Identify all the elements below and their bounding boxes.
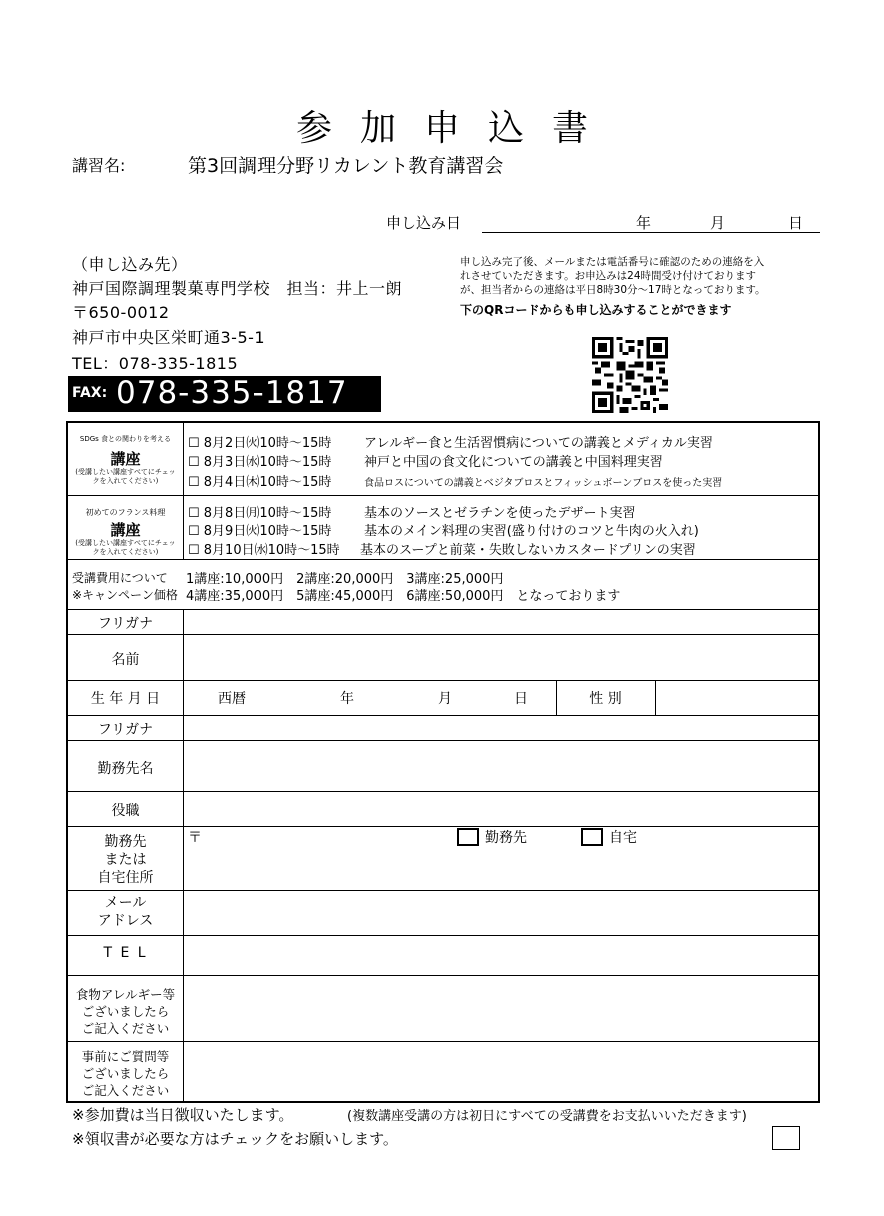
receipt-checkbox[interactable] xyxy=(772,1126,800,1150)
course2-label: 講座 xyxy=(110,521,141,539)
apply-date-day: 日 xyxy=(788,214,804,232)
footer-fee-note: ※参加費は当日徴収いたします。 xyxy=(72,1106,294,1124)
apply-date-month: 月 xyxy=(710,214,726,232)
apply-date-year: 年 xyxy=(636,214,652,232)
course1-desc-3: 食品ロスについての講義とベジタブロスとフィッシュボーンブロスを使った実習 xyxy=(364,478,723,489)
name-label: 名前 xyxy=(111,652,140,668)
work-checkbox[interactable] xyxy=(457,828,479,846)
gender-label: 性 別 xyxy=(589,691,622,707)
email-label-line: メール xyxy=(104,895,147,911)
notice-line: れさせていただきます。お申込みは24時間受け付けております xyxy=(460,270,757,282)
course2-desc-3: 基本のスープと前菜・失敗しないカスタードプリンの実習 xyxy=(360,543,696,558)
address-label xyxy=(68,833,183,887)
work-option-label: 勤務先 xyxy=(485,830,527,846)
school-name: 神戸国際調理製菓専門学校 担当：井上一朗 xyxy=(72,279,403,298)
page-title: 参加申込書 xyxy=(295,108,616,149)
allergy-label-line: 食物アレルギー等 xyxy=(75,987,176,1002)
gender-input[interactable] xyxy=(657,682,817,714)
course2-hint: クを入れてください) xyxy=(92,548,159,556)
course-label: 講習名: xyxy=(72,156,126,175)
company-label: 勤務先名 xyxy=(97,761,154,777)
fax-label: FAX: xyxy=(72,385,108,401)
birth-day[interactable]: 日 xyxy=(514,691,528,707)
course1-subtitle: SDGs 食との関わりを考える xyxy=(79,435,172,443)
fees-campaign-label: ※キャンペーン価格 xyxy=(72,588,178,602)
birth-year[interactable]: 年 xyxy=(340,691,354,707)
course1-option-2[interactable]: ☐ 8月3日㈬10時～15時 xyxy=(188,455,332,470)
course1-label: 講座 xyxy=(110,450,141,468)
email-input[interactable] xyxy=(184,892,818,934)
notice-line: が、担当者からの連絡は平日8時30分～17時となっております。 xyxy=(460,284,766,296)
tel-number: TEL：078-335-1815 xyxy=(72,354,239,373)
questions-label-line: ご記入ください xyxy=(81,1083,170,1098)
address-label-line: 自宅住所 xyxy=(97,870,154,886)
course1-desc-1: アレルギー食と生活習慣病についての講義とメディカル実習 xyxy=(364,436,713,451)
email-label xyxy=(68,894,183,930)
course1-desc-2: 神戸と中国の食文化についての講義と中国料理実習 xyxy=(364,455,663,470)
questions-label-line: 事前にご質問等 xyxy=(81,1049,170,1064)
street-address: 神戸市中央区栄町通3-5-1 xyxy=(72,328,266,347)
allergy-label-line: ございましたら xyxy=(81,1004,170,1019)
notice-line: 申し込み完了後、メールまたは電話番号に確認のための連絡を入 xyxy=(460,256,765,268)
home-checkbox[interactable] xyxy=(581,828,603,846)
postal-mark: 〒 xyxy=(188,830,202,846)
fees-line-1: 1講座:10,000円 2講座:20,000円 3講座:25,000円 xyxy=(186,572,504,587)
apply-date-label: 申し込み日 xyxy=(386,214,462,232)
allergy-label-line: ご記入ください xyxy=(81,1021,170,1036)
qr-code-icon[interactable] xyxy=(592,337,668,413)
postal-code: 〒650-0012 xyxy=(72,303,170,322)
company-input[interactable] xyxy=(184,742,818,790)
furigana-label: フリガナ xyxy=(97,616,154,632)
furigana2-label: フリガナ xyxy=(97,722,154,738)
birth-era: 西暦 xyxy=(218,691,246,707)
birth-month[interactable]: 月 xyxy=(438,691,452,707)
course2-option-2[interactable]: ☐ 8月9日㈫10時～15時 xyxy=(188,524,332,539)
course2-desc-2: 基本のメイン料理の実習(盛り付けのコツと牛肉の火入れ) xyxy=(364,524,699,539)
furigana-input[interactable] xyxy=(184,611,818,633)
fees-label: 受講費用について xyxy=(72,571,168,585)
email-label-line: アドレス xyxy=(97,913,154,929)
allergy-label xyxy=(68,986,183,1037)
questions-input[interactable] xyxy=(184,1043,818,1101)
fax-box xyxy=(68,376,381,412)
footer-fee-subnote: (複数講座受講の方は初日にすべての受講費をお支払いいただきます) xyxy=(347,1109,747,1124)
qr-note: 下のQRコードからも申し込みすることができます xyxy=(460,303,732,317)
course1-hint: (受講したい講座すべてにチェッ xyxy=(75,468,176,476)
course2-option-1[interactable]: ☐ 8月8日㈪10時～15時 xyxy=(188,506,332,521)
address-label-line: 勤務先 xyxy=(104,834,147,850)
footer-receipt-note: ※領収書が必要な方はチェックをお願いします。 xyxy=(72,1130,398,1148)
position-label: 役職 xyxy=(111,803,140,819)
name-input[interactable] xyxy=(184,636,818,679)
course2-hint: (受講したい講座すべてにチェッ xyxy=(75,539,176,547)
tel-label: T E L xyxy=(103,945,148,961)
allergy-input[interactable] xyxy=(184,977,818,1040)
course1-hint: クを入れてください) xyxy=(92,477,159,485)
course2-option-3[interactable]: ☐ 8月10日㈬10時～15時 xyxy=(188,543,340,558)
course2-desc-1: 基本のソースとゼラチンを使ったデザート実習 xyxy=(364,506,636,521)
course1-option-1[interactable]: ☐ 8月2日㈫10時～15時 xyxy=(188,436,332,451)
tel-input[interactable] xyxy=(184,937,818,974)
address-heading: （申し込み先） xyxy=(72,255,188,274)
birthdate-label: 生 年 月 日 xyxy=(90,691,161,707)
home-option-label: 自宅 xyxy=(609,830,637,846)
furigana2-input[interactable] xyxy=(184,717,818,739)
application-form-table xyxy=(66,421,820,1103)
course2-subtitle: 初めてのフランス料理 xyxy=(85,508,166,517)
questions-label-line: ございましたら xyxy=(81,1066,170,1081)
course1-option-3[interactable]: ☐ 8月4日㈭10時～15時 xyxy=(188,475,332,490)
address-label-line: または xyxy=(104,852,147,868)
fees-line-2: 4講座:35,000円 5講座:45,000円 6講座:50,000円 となっております xyxy=(186,589,621,604)
course-name: 第3回調理分野リカレント教育講習会 xyxy=(188,155,504,177)
fax-number: 078-335-1817 xyxy=(116,375,348,411)
position-input[interactable] xyxy=(184,793,818,825)
questions-label xyxy=(68,1048,183,1099)
